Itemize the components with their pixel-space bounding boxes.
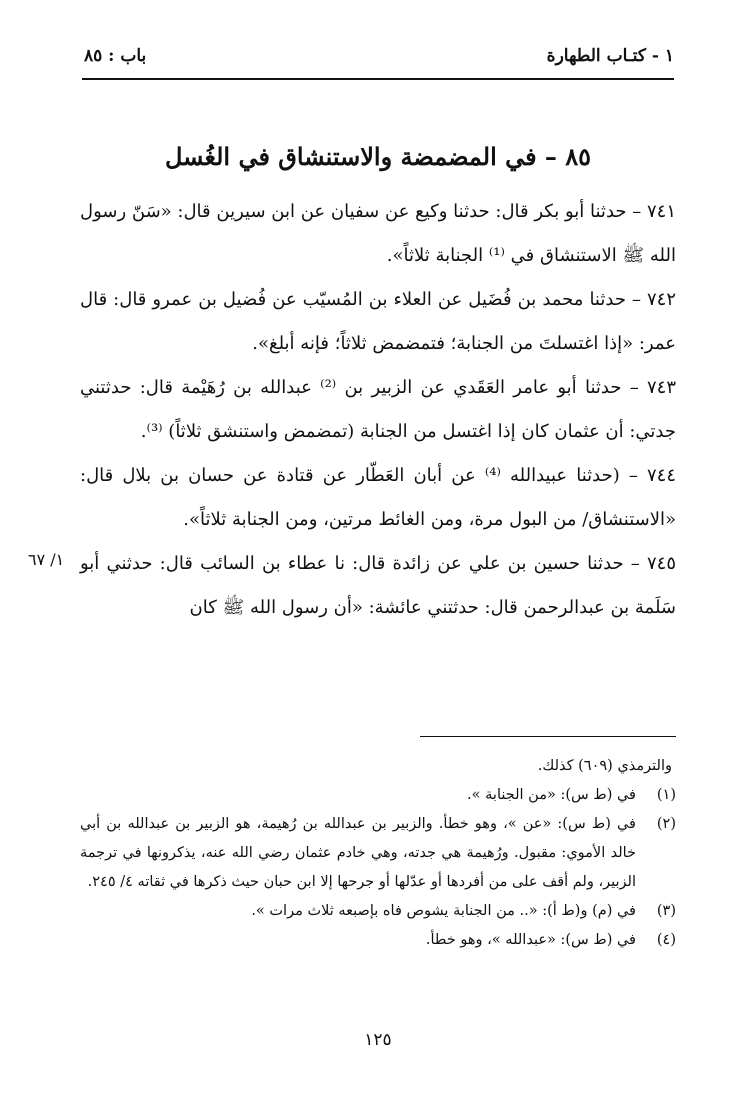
footnote-number: (٤)	[656, 932, 676, 948]
page-number: ١٢٥	[364, 1030, 392, 1050]
footnote-number: (١)	[656, 787, 676, 803]
footnote-continuation: والترمذي (٦٠٩) كذلك.	[537, 758, 672, 774]
footnote-text: في (ط س): «عبدالله »، وهو خطأ.	[425, 932, 636, 948]
footnote-item	[80, 897, 676, 926]
section-title: ٨٥ – في المضمضة والاستنشاق في الغُسل	[164, 142, 592, 171]
running-header-chapter: ١ - كتـاب الطهارة	[546, 46, 674, 66]
footnotes	[80, 752, 676, 955]
running-header-section: باب : ٨٥	[84, 46, 147, 66]
hadith-743: ٧٤٣ – حدثنا أبو عامر العَقَدي عن الزبير بن ⁽²⁾ عبدالله بن رُهَيْمة قال: حدثتني جدتي: أن عثمان كان إذا اغتسل من الجنابة (تمضمض واستنشق ثلاثاً) ⁽³⁾.	[80, 377, 677, 442]
hadith-744: ٧٤٤ – (حدثنا عبيدالله ⁽⁴⁾ عن أبان العَطّار عن قتادة عن حسان بن بلال قال: «الاستنشاق/ من البول مرة، ومن الغائط مرتين، ومن الجنابة ثلاثاً».	[80, 465, 676, 530]
hadith-745: ٧٤٥ – حدثنا حسين بن علي عن زائدة قال: نا عطاء بن السائب قال: حدثني أبو سَلَمة بن عبدالرحمن قال: حدثتني عائشة: «أن رسول الله ﷺ كان	[80, 553, 676, 618]
footnote-text: في (ط س): «عن »، وهو خطأ. والزبير بن عبدالله بن رُهيمة، هو الزبير بن عبدالله بن أبي خالد الأموي: مقبول. ورُهيمة هي جدته، وهي خادم عثمان رضي الله عنه، يذكرونها في ترجمة الزبير، ولم أقف على من أفردها أو عدّلها أو جرحها إلا ابن حبان حيث ذكرها في ثقاته ٤/ ٢٤٥.	[80, 816, 636, 890]
main-text	[80, 190, 676, 630]
footnote-item	[80, 810, 676, 897]
footnote-divider	[420, 736, 676, 737]
hadith-741: ٧٤١ – حدثنا أبو بكر قال: حدثنا وكيع عن سفيان عن ابن سيرين قال: «سَنّ رسول الله ﷺ الاستنشاق في ⁽¹⁾ الجنابة ثلاثاً».	[80, 201, 676, 266]
header-divider	[82, 78, 674, 80]
footnote-item	[80, 781, 676, 810]
hadith-742: ٧٤٢ – حدثنا محمد بن فُضَيل عن العلاء بن المُسيّب عن فُضيل بن عمرو قال: قال عمر: «إذا اغتسلتَ من الجنابة؛ فتمضمض ثلاثاً؛ فإنه أبلغ».	[80, 289, 676, 354]
margin-volume-page-ref: ١/ ٦٧	[28, 550, 65, 569]
footnote-item	[80, 926, 676, 955]
footnote-text: في (ط س): «من الجنابة ».	[467, 787, 636, 803]
footnote-number: (٢)	[656, 816, 676, 832]
footnote-number: (٣)	[656, 903, 676, 919]
footnote-text: في (م) و(ط أ): «.. من الجنابة يشوص فاه بإصبعه ثلاث مرات ».	[251, 903, 636, 919]
